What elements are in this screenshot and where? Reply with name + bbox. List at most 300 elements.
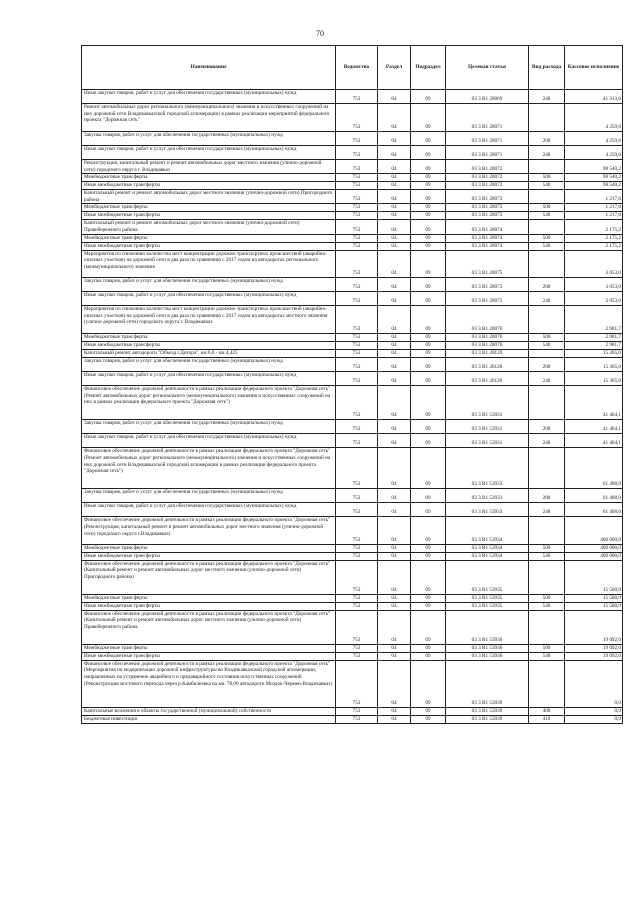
table-row [82,292,623,306]
cell-section: 04 [378,341,411,349]
cell-department: 753 [336,420,378,434]
cell-section: 04 [378,250,411,277]
cell-subsection: 09 [411,552,446,560]
cell-cash-execution: 15 500,0 [565,594,623,602]
cell-name: Мероприятия по снижению количества мест концентрации дорожно-транспортных происшествий (аварийно-опасных участков) на дорожной сети в два раза по сравнению с 2017 годом на автодорогах регионального (межмуниципального) значения [82,250,336,277]
header-expense-type: Вид расхода [529,46,565,90]
table-row [82,602,623,610]
cell-name: Межбюджетные трансферты [82,333,336,341]
cell-subsection: 09 [411,371,446,385]
cell-section: 04 [378,104,411,131]
cell-target-article: 03 3 R1 53934 [446,552,529,560]
cell-expense-type: 540 [529,341,565,349]
cell-subsection: 09 [411,517,446,544]
cell-expense-type [529,250,565,277]
cell-name: Иные межбюджетные трансферты [82,602,336,610]
cell-expense-type: 200 [529,489,565,503]
cell-department: 753 [336,357,378,371]
cell-name: Иные межбюджетные трансферты [82,341,336,349]
table-row [82,306,623,333]
table-row [82,357,623,371]
table-row [82,277,623,291]
table-row [82,159,623,173]
table-row [82,341,623,349]
table-row [82,707,623,715]
cell-cash-execution: 2 175,2 [565,234,623,242]
budget-execution-table [81,45,623,724]
table-row [82,104,623,131]
cell-section: 04 [378,292,411,306]
cell-cash-execution: 98 540,2 [565,174,623,182]
table-row [82,715,623,723]
cell-name: Реконструкция, капитальный ремонт и ремонт автомобильных дорог местного значения (улично-дорожной сети) городского округа г. Владикавказ [82,159,336,173]
cell-subsection: 09 [411,104,446,131]
cell-subsection: 09 [411,131,446,145]
cell-expense-type [529,306,565,333]
cell-section: 04 [378,660,411,707]
cell-target-article: 03 3 R1 28075 [446,277,529,291]
cell-expense-type: 500 [529,204,565,212]
table-row [82,182,623,190]
cell-expense-type: 240 [529,292,565,306]
cell-department: 753 [336,277,378,291]
cell-subsection: 09 [411,250,446,277]
table-row [82,349,623,357]
cell-section: 04 [378,517,411,544]
cell-department: 753 [336,131,378,145]
cell-cash-execution: 1 217,6 [565,190,623,204]
cell-subsection: 09 [411,610,446,644]
cell-section: 04 [378,602,411,610]
cell-target-article: 03 3 R1 53935 [446,602,529,610]
cell-expense-type [529,660,565,707]
cell-subsection: 09 [411,707,446,715]
cell-department: 753 [336,371,378,385]
table-body [82,90,623,724]
table-row [82,333,623,341]
cell-target-article: 03 3 R1 53931 [446,434,529,448]
table-row [82,660,623,707]
cell-section: 04 [378,145,411,159]
cell-department: 753 [336,159,378,173]
cell-section: 04 [378,182,411,190]
cell-target-article: 03 3 R1 28071 [446,104,529,131]
cell-department: 753 [336,292,378,306]
cell-cash-execution: 19 092,0 [565,610,623,644]
cell-name: Межбюджетные трансферты [82,644,336,652]
cell-target-article: 03 3 R1 28071 [446,145,529,159]
cell-expense-type: 240 [529,371,565,385]
cell-subsection: 09 [411,602,446,610]
cell-subsection: 09 [411,420,446,434]
cell-name: Иные межбюджетные трансферты [82,552,336,560]
cell-name: Финансовое обеспечение дорожной деятельности в рамках реализации федерального проекта "Дорожная сеть" (Реконструкция, капитальный ремонт и ремонт автомобильных дорог местного значения (улично-дорожной сети) городского округа г.Владикавказ) [82,517,336,544]
cell-expense-type [529,386,565,420]
cell-department: 753 [336,652,378,660]
cell-expense-type: 500 [529,644,565,652]
cell-target-article: 03 3 R1 28072 [446,174,529,182]
page-number: 70 [316,29,324,38]
cell-name: Закупка товаров, работ и услуг для обеспечения государственных (муниципальных) нужд [82,131,336,145]
table-row [82,145,623,159]
cell-expense-type [529,159,565,173]
cell-target-article: 03 3 R1 28074 [446,234,529,242]
cell-department: 753 [336,602,378,610]
cell-expense-type: 540 [529,652,565,660]
cell-name: Иные закупки товаров, работ и услуг для обеспечения государственных (муниципальных) нужд [82,292,336,306]
cell-expense-type: 400 [529,707,565,715]
cell-cash-execution: 4 259,6 [565,104,623,131]
cell-cash-execution: 0,0 [565,707,623,715]
cell-section: 04 [378,131,411,145]
cell-subsection: 09 [411,190,446,204]
cell-name: Иные закупки товаров, работ и услуг для обеспечения государственных (муниципальных) нужд [82,145,336,159]
header-name: Наименование [82,46,336,90]
cell-expense-type: 240 [529,145,565,159]
cell-target-article: 03 3 R1 28074 [446,220,529,234]
cell-section: 04 [378,90,411,104]
cell-target-article: 03 3 R1 53939 [446,660,529,707]
cell-target-article: 03 3 R1 53936 [446,652,529,660]
cell-target-article: 03 3 R1 53933 [446,503,529,517]
cell-name: Межбюджетные трансферты [82,234,336,242]
cell-target-article: 03 3 R1 28073 [446,204,529,212]
table-row [82,250,623,277]
cell-cash-execution: 3 053,0 [565,277,623,291]
cell-cash-execution: 2 981,7 [565,333,623,341]
cell-cash-execution: 61 408,0 [565,489,623,503]
cell-expense-type [529,448,565,489]
cell-department: 753 [336,204,378,212]
cell-subsection: 09 [411,644,446,652]
cell-department: 753 [336,560,378,594]
cell-cash-execution: 4 259,6 [565,131,623,145]
cell-target-article: 03 3 R1 53935 [446,594,529,602]
cell-expense-type [529,104,565,131]
cell-subsection: 09 [411,560,446,594]
cell-section: 04 [378,371,411,385]
cell-expense-type: 540 [529,242,565,250]
cell-subsection: 09 [411,594,446,602]
cell-target-article: 03 3 R1 28072 [446,182,529,190]
cell-name: Финансовое обеспечение дорожной деятельности в рамках реализации федерального проекта "Дорожная сеть" (Мероприятия по модернизации дорожной инфраструктуры во Владикавказской городской агломерации, направленных на устранение аварийного и предаварийного состояния искусственных сооружений (Реконструкция мостового перехода через р.Камбилеевка на км. 78,06 автодороги Моздок-Чермен-Владикавказ) [82,660,336,707]
cell-department: 753 [336,104,378,131]
cell-target-article: 03 3 R1 28069 [446,90,529,104]
cell-department: 753 [336,333,378,341]
header-section: Раздел [378,46,411,90]
cell-name: Иные закупки товаров, работ и услуг для обеспечения государственных (муниципальных) нужд [82,371,336,385]
cell-subsection: 09 [411,715,446,723]
cell-expense-type: 500 [529,174,565,182]
cell-name: Иные межбюджетные трансферты [82,652,336,660]
cell-department: 753 [336,341,378,349]
cell-subsection: 09 [411,357,446,371]
cell-target-article: 03 3 R1 53939 [446,715,529,723]
table-row [82,190,623,204]
cell-target-article: 03 3 R1 53936 [446,644,529,652]
cell-cash-execution: 15 365,0 [565,371,623,385]
table-row [82,220,623,234]
cell-subsection: 09 [411,220,446,234]
cell-section: 04 [378,306,411,333]
cell-target-article: 03 3 R1 28120 [446,349,529,357]
cell-target-article: 03 3 R1 53939 [446,707,529,715]
cell-cash-execution: 19 092,0 [565,644,623,652]
cell-expense-type [529,610,565,644]
cell-target-article: 03 3 R1 28076 [446,306,529,333]
cell-cash-execution: 15 365,0 [565,357,623,371]
cell-name: Иные закупки товаров, работ и услуг для обеспечения государственных (муниципальных) нужд [82,90,336,104]
table-row [82,594,623,602]
cell-name: Финансовое обеспечение дорожной деятельности в рамках реализации федерального проекта "Дорожная сеть" (Ремонт автомобильных дорог регионального (межмуниципального) значения и искусственных сооружений на них в рамках реализации федерального проекта "Дорожная сеть") [82,386,336,420]
cell-section: 04 [378,503,411,517]
cell-section: 04 [378,204,411,212]
cell-department: 753 [336,644,378,652]
cell-cash-execution: 3 053,0 [565,250,623,277]
cell-department: 753 [336,90,378,104]
cell-subsection: 09 [411,90,446,104]
table-row [82,212,623,220]
table-row [82,610,623,644]
cell-cash-execution: 61 408,0 [565,448,623,489]
cell-cash-execution: 2 175,2 [565,220,623,234]
cell-department: 753 [336,386,378,420]
cell-cash-execution: 3 053,0 [565,292,623,306]
table-row [82,242,623,250]
cell-target-article: 03 3 R1 28073 [446,190,529,204]
cell-section: 04 [378,560,411,594]
table-row [82,234,623,242]
cell-subsection: 09 [411,242,446,250]
table-row [82,204,623,212]
cell-section: 04 [378,349,411,357]
cell-expense-type: 200 [529,131,565,145]
cell-expense-type: 240 [529,90,565,104]
cell-cash-execution: 2 981,7 [565,341,623,349]
table-row [82,420,623,434]
cell-cash-execution: 2 981,7 [565,306,623,333]
cell-target-article: 03 3 R1 53936 [446,610,529,644]
cell-cash-execution: 1 217,6 [565,212,623,220]
header-target-article: Целевая статья [446,46,529,90]
cell-target-article: 03 3 R1 53931 [446,386,529,420]
cell-target-article: 03 3 R1 53933 [446,489,529,503]
cell-name: Мероприятия по снижению количества мест концентрации дорожно-транспортных происшествий (аварийно-опасных участков) на дорожной сети в два раза по сравнению с 2017 годом на автодорогах местного значения (улично-дорожной сети) городского округа г. Владикавказ [82,306,336,333]
cell-department: 753 [336,212,378,220]
cell-section: 04 [378,234,411,242]
cell-subsection: 09 [411,341,446,349]
table-row [82,90,623,104]
cell-target-article: 03 3 R1 53934 [446,544,529,552]
cell-expense-type: 540 [529,182,565,190]
header-cash-execution: Кассовое исполнение [565,46,623,90]
cell-section: 04 [378,644,411,652]
cell-cash-execution: 61 408,0 [565,503,623,517]
cell-target-article: 03 3 R1 28071 [446,131,529,145]
cell-cash-execution: 98 540,2 [565,159,623,173]
cell-department: 753 [336,145,378,159]
cell-cash-execution: 400 000,0 [565,552,623,560]
cell-subsection: 09 [411,434,446,448]
cell-cash-execution: 0,0 [565,715,623,723]
cell-section: 04 [378,357,411,371]
cell-name: Ремонт автомобильных дорог регионального (межмуниципального) значения и искусственных сооружений на них дорожной сети Владикавказской городской агломерации) в рамках реализации мероприятий федерального проекта "Дорожная сеть" [82,104,336,131]
cell-name: Финансовое обеспечение дорожной деятельности в рамках реализации федерального проекта "Дорожная сеть" (Капитальный ремонт и ремонт автомобильных дорог местного значения (улично-дорожной сети) Пригородного района) [82,560,336,594]
cell-name: Капитальный ремонт автодороги "Объезд г.Дигора", км 0,0 - км 4,425 [82,349,336,357]
cell-subsection: 09 [411,145,446,159]
cell-subsection: 09 [411,212,446,220]
cell-cash-execution: 41 464,1 [565,420,623,434]
table-row [82,448,623,489]
cell-subsection: 09 [411,386,446,420]
cell-subsection: 09 [411,652,446,660]
cell-target-article: 03 3 R1 28120 [446,357,529,371]
cell-cash-execution: 4 259,6 [565,145,623,159]
cell-section: 04 [378,220,411,234]
cell-target-article: 03 3 R1 28075 [446,250,529,277]
cell-name: Капитальный ремонт и ремонт автомобильных дорог местного значения (улично-дорожной сети) Пригородного района [82,190,336,204]
cell-expense-type: 540 [529,552,565,560]
cell-department: 753 [336,552,378,560]
cell-department: 753 [336,349,378,357]
cell-name: Иные межбюджетные трансферты [82,242,336,250]
cell-expense-type: 240 [529,503,565,517]
table-row [82,552,623,560]
table-row [82,503,623,517]
cell-section: 04 [378,242,411,250]
cell-name: Закупка товаров, работ и услуг для обеспечения государственных (муниципальных) нужд [82,357,336,371]
cell-section: 04 [378,552,411,560]
cell-section: 04 [378,190,411,204]
cell-department: 753 [336,503,378,517]
cell-subsection: 09 [411,448,446,489]
cell-cash-execution: 41 464,1 [565,434,623,448]
cell-target-article: 03 3 R1 28120 [446,371,529,385]
cell-department: 753 [336,434,378,448]
table-row [82,371,623,385]
cell-expense-type: 500 [529,594,565,602]
table-row [82,644,623,652]
cell-target-article: 03 3 R1 28075 [446,292,529,306]
cell-name: Финансовое обеспечение дорожной деятельности в рамках реализации федерального проекта "Дорожная сеть" (Ремонт автомобильных дорог регионального (межмуниципального) значения и искусственных сооружений на них дорожной сети Владикавказской городской агломерации в рамках реализации федерального проекта "Дорожная сеть") [82,448,336,489]
cell-target-article: 03 3 R1 28073 [446,212,529,220]
cell-department: 753 [336,517,378,544]
cell-name: Бюджетные инвестиции [82,715,336,723]
cell-department: 753 [336,448,378,489]
cell-subsection: 09 [411,204,446,212]
cell-section: 04 [378,277,411,291]
cell-section: 04 [378,386,411,420]
cell-subsection: 09 [411,182,446,190]
cell-section: 04 [378,594,411,602]
cell-expense-type: 240 [529,434,565,448]
cell-section: 04 [378,715,411,723]
cell-cash-execution: 15 500,0 [565,602,623,610]
table-row [82,174,623,182]
cell-department: 753 [336,174,378,182]
cell-name: Закупка товаров, работ и услуг для обеспечения государственных (муниципальных) нужд [82,489,336,503]
cell-name: Капитальный ремонт и ремонт автомобильных дорог местного значения (улично-дорожной сети) Правобережного района [82,220,336,234]
table-row [82,434,623,448]
cell-expense-type: 500 [529,544,565,552]
cell-expense-type: 500 [529,234,565,242]
cell-subsection: 09 [411,544,446,552]
cell-subsection: 09 [411,292,446,306]
cell-subsection: 09 [411,660,446,707]
cell-department: 753 [336,250,378,277]
cell-name: Межбюджетные трансферты [82,174,336,182]
table-row [82,386,623,420]
cell-expense-type [529,517,565,544]
cell-name: Иные закупки товаров, работ и услуг для обеспечения государственных (муниципальных) нужд [82,503,336,517]
cell-name: Межбюджетные трансферты [82,204,336,212]
cell-name: Межбюджетные трансферты [82,594,336,602]
cell-cash-execution: 0,0 [565,660,623,707]
cell-target-article: 03 3 R1 28074 [446,242,529,250]
cell-department: 753 [336,544,378,552]
cell-subsection: 09 [411,174,446,182]
cell-expense-type: 540 [529,212,565,220]
cell-cash-execution: 400 000,0 [565,544,623,552]
cell-section: 04 [378,544,411,552]
cell-expense-type [529,349,565,357]
header-department: Ведомство [336,46,378,90]
cell-subsection: 09 [411,306,446,333]
cell-department: 753 [336,610,378,644]
cell-expense-type: 410 [529,715,565,723]
cell-cash-execution: 98 540,2 [565,182,623,190]
cell-target-article: 03 3 R1 53933 [446,448,529,489]
cell-department: 753 [336,182,378,190]
cell-section: 04 [378,420,411,434]
cell-cash-execution: 41 464,1 [565,386,623,420]
table-row [82,652,623,660]
cell-target-article: 03 3 R1 28076 [446,341,529,349]
cell-section: 04 [378,174,411,182]
cell-department: 753 [336,234,378,242]
cell-department: 753 [336,489,378,503]
cell-section: 04 [378,707,411,715]
cell-target-article: 03 3 R1 28072 [446,159,529,173]
cell-department: 753 [336,594,378,602]
cell-expense-type: 500 [529,333,565,341]
cell-cash-execution: 15 365,0 [565,349,623,357]
cell-department: 753 [336,715,378,723]
cell-subsection: 09 [411,489,446,503]
cell-cash-execution: 15 500,0 [565,560,623,594]
cell-name: Межбюджетные трансферты [82,544,336,552]
cell-section: 04 [378,333,411,341]
cell-target-article: 03 3 R1 53931 [446,420,529,434]
cell-expense-type: 540 [529,602,565,610]
cell-section: 04 [378,159,411,173]
cell-name: Финансовое обеспечение дорожной деятельности в рамках реализации федерального проекта "Дорожная сеть" (Капитальный ремонт и ремонт автомобильных дорог местного значения (улично-дорожной сети) Правобережного района [82,610,336,644]
cell-section: 04 [378,652,411,660]
cell-cash-execution: 41 313,6 [565,90,623,104]
cell-name: Иные межбюджетные трансферты [82,212,336,220]
cell-expense-type: 200 [529,277,565,291]
cell-subsection: 09 [411,349,446,357]
cell-cash-execution: 400 000,0 [565,517,623,544]
table-row [82,517,623,544]
cell-subsection: 09 [411,234,446,242]
cell-cash-execution: 19 092,0 [565,652,623,660]
cell-cash-execution: 2 175,2 [565,242,623,250]
cell-section: 04 [378,448,411,489]
cell-target-article: 03 3 R1 53935 [446,560,529,594]
cell-department: 753 [336,707,378,715]
cell-target-article: 03 3 R1 53934 [446,517,529,544]
